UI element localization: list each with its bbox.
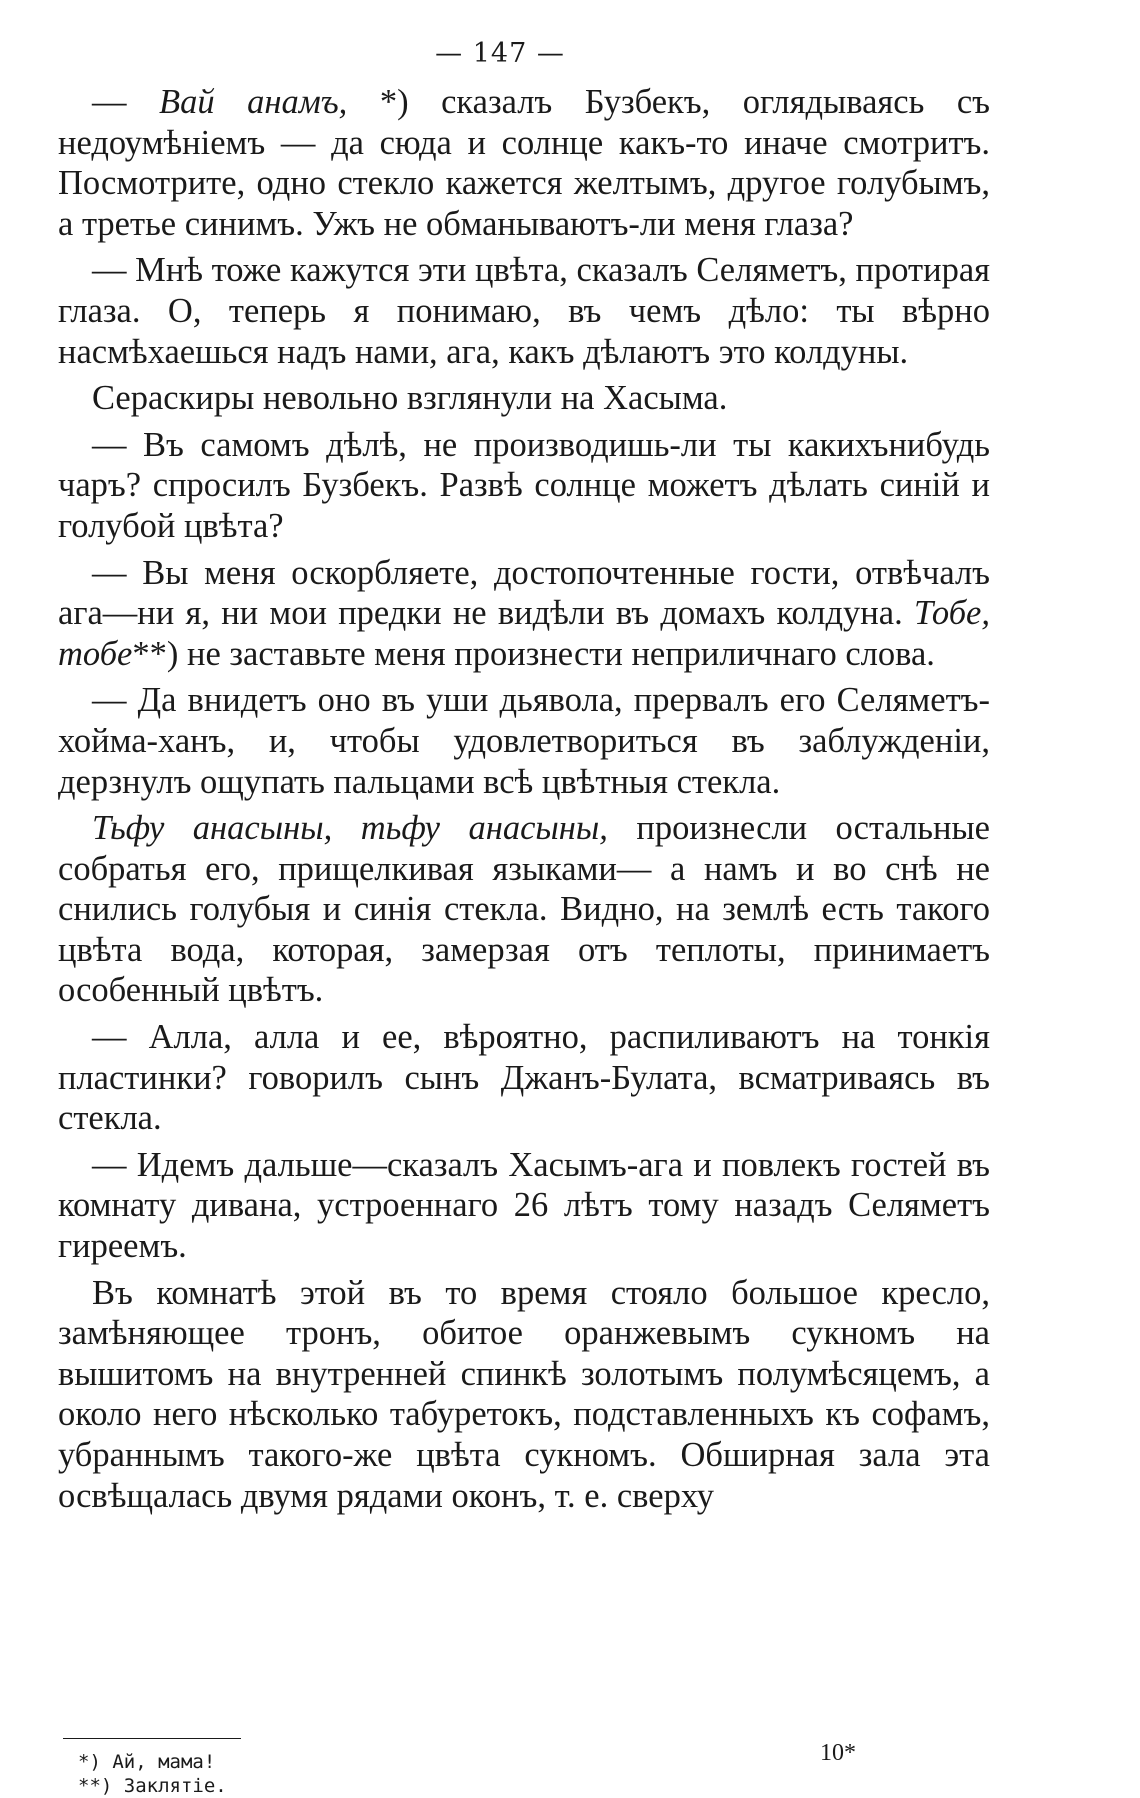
paragraph-lead: — Вы меня оскорбляете, достопочтенные гости, отвѣчалъ ага—ни я, ни мои предки не видѣли въ домахъ колдуна. [58, 553, 990, 633]
footnotes [78, 1750, 227, 1798]
paragraph [58, 378, 990, 419]
paragraph [58, 553, 990, 675]
paragraph [58, 1273, 990, 1517]
paragraph-text: — Мнѣ тоже кажутся эти цвѣта, сказалъ Селяметъ, протирая глаза. О, теперь я понимаю, въ чемъ дѣло: ты вѣрно насмѣхаешься надъ нами, ага, какъ дѣлаютъ это колдуны. [58, 251, 990, 371]
paragraph-italic: Тобе, тобе [58, 594, 990, 673]
paragraph-italic: Вай анамъ, [159, 83, 348, 121]
paragraph [58, 425, 990, 547]
paragraph-text: *) сказалъ Бузбекъ, оглядываясь съ недоумѣніемъ — да сюда и солнце какъ-то иначе смотритъ. Посмотрите, одно стекло кажется желтымъ, другое голубымъ, а третье синимъ. Ужъ не обманываютъ-ли меня глаза? [58, 83, 990, 243]
paragraph-text: Въ комнатѣ этой въ то время стояло большое кресло, замѣняющее тронъ, обитое оранжевымъ сукномъ на вышитомъ на внутренней спинкѣ золотымъ полумѣсяцемъ, а около него нѣсколько табуретокъ, подставленныхъ къ софамъ, убраннымъ такого-же цвѣта сукномъ. Обширная зала эта освѣщалась двумя рядами оконъ, т. е. сверху [58, 1273, 990, 1515]
paragraph-text: — Алла, алла и ее, вѣроятно, распиливаютъ на тонкія пластинки? говорилъ сынъ Джанъ-Булата, всматриваясь въ стекла. [58, 1018, 990, 1138]
signature-mark: 10* [820, 1740, 856, 1766]
paragraph [58, 1145, 990, 1267]
paragraph [58, 1017, 990, 1139]
paragraph-text: **) не заставьте меня произнести неприличнаго слова. [132, 634, 935, 673]
footnote-divider [63, 1738, 241, 1739]
paragraph [58, 82, 990, 244]
footnote: *) Ай, мама! [78, 1751, 216, 1773]
paragraph-text: Сераскиры невольно взглянули на Хасыма. [92, 379, 728, 418]
paragraph [58, 808, 990, 1011]
body-text [58, 82, 990, 1522]
paragraph [58, 680, 990, 802]
paragraph-italic: Тьфу анасыны, тьфу анасыны, [92, 809, 608, 848]
paragraph-text: — Да внидетъ оно въ уши дьявола, прервалъ его Селяметъ-хойма-ханъ, и, чтобы удовлетвориться въ заблужденіи, дерзнулъ ощупать пальцами всѣ цвѣтныя стекла. [58, 681, 990, 801]
paragraph-text: произнесли остальные собратья его, прищелкивая языками— а намъ и во снѣ не снились голубыя и синія стекла. Видно, на землѣ есть такого цвѣта вода, которая, замерзая отъ теплоты, принимаетъ особенный цвѣтъ. [58, 809, 990, 1010]
footnote: **) Заклятіе. [78, 1775, 227, 1797]
paragraph-text: — Идемъ дальше—сказалъ Хасымъ-ага и повлекъ гостей въ комнату дивана, устроеннаго 26 лѣтъ тому назадъ Селяметъ гиреемъ. [58, 1145, 990, 1266]
page-number: — 147 — [435, 38, 565, 69]
paragraph [58, 250, 990, 372]
paragraph-lead: — [92, 83, 160, 121]
paragraph-text: — Въ самомъ дѣлѣ, не производишь-ли ты какихънибудь чаръ? спросилъ Бузбекъ. Развѣ солнце можетъ дѣлать синій и голубой цвѣта? [58, 425, 990, 545]
